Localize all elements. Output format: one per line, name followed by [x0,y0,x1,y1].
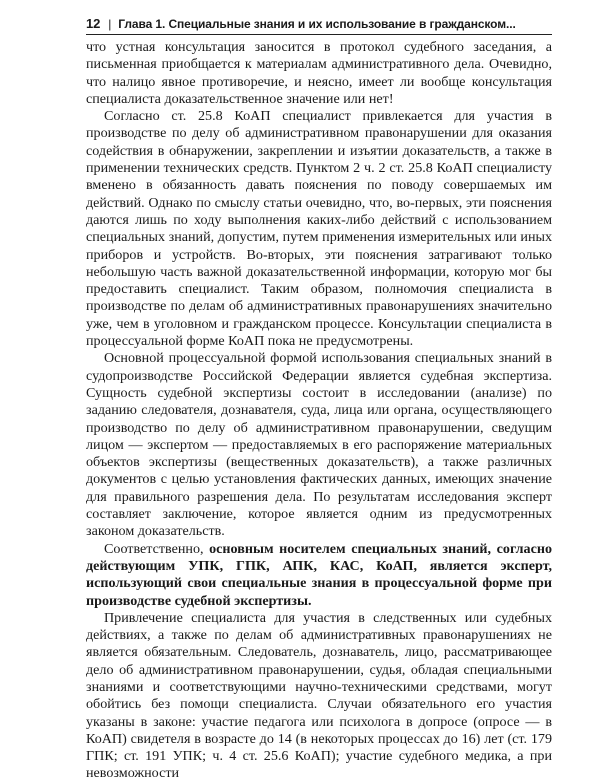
chapter-title: Глава 1. Специальные знания и их использование в гражданском... [118,17,516,31]
paragraph-4-bold: основным носителем специальных знаний, согласно действующим УПК, ГПК, АПК, КАС, КоАП, является эксперт, использующий свои специальные знания в процессуальной форме при производстве судебной экспертизы. [86,540,553,609]
running-header [86,16,552,35]
page-number: 12 [86,16,101,31]
page-body [86,39,552,783]
paragraph-4-lead: Соответственно, [104,540,210,557]
paragraph-4 [86,541,552,610]
paragraph-1: что устная консультация заносится в протокол судебного заседания, а письменная приобщается к материалам административного дела. Очевидно, что налицо явное противоречие, и неясно, имеет ли вообще консультация специалиста доказательственное значение или нет! [86,39,552,107]
paragraph-2: Согласно ст. 25.8 КоАП специалист привлекается для участия в производстве по делу об административном правонарушении для оказания содействия в обнаружении, закреплении и изъятии доказательств, а также в применении технических средств. Пунктом 2 ч. 2 ст. 25.8 КоАП специалисту вменено в обязанность давать пояснения по поводу совершаемых им действий. Однако по смыслу статьи очевидно, что, во-первых, эти пояснения даются лишь по ходу выполнения каких-либо действий с использованием специальных знаний, допустим, путем применения измерительных или иных приборов и устройств. Во-вторых, эти пояснения затрагивают только небольшую часть важной доказательственной информации, которую мог бы предоставить специалист. Таким образом, полномочия специалиста в производстве по делам об административных правонарушениях значительно уже, чем в уголовном и гражданском процессе. Консультации специалиста в процессуальной форме КоАП пока не предусмотрены. [86,108,552,350]
paragraph-5: Привлечение специалиста для участия в следственных или судебных действиях, а также по делам об административных правонарушениях не является обязательным. Следователь, дознаватель, лицо, рассматривающее дело об административном правонарушении, судья, обладая специальными знаниями и соответствующими научно-техническими средствами, могут обойтись без помощи специалиста. Случаи обязательного его участия указаны в законе: участие педагога или психолога в допросе (опросе — в КоАП) свидетеля в возрасте до 14 (в некоторых процессах до 16) лет (ст. 179 ГПК; ст. 191 УПК; ч. 4 ст. 25.6 КоАП); участие судебного медика, а при невозможности [86,609,552,782]
header-separator: | [108,17,112,31]
paragraph-3: Основной процессуальной формой использования специальных знаний в судопроизводстве Российской Федерации является судебная экспертиза. Сущность судебной экспертизы состоит в исследовании (анализе) по заданию следователя, дознавателя, суда, лица или органа, осуществляющего производство по делу об административном правонарушении, сведущим лицом — экспертом — предоставляемых в его распоряжение материальных объектов экспертизы (вещественных доказательств), а также различных документов с целью установления фактических данных, имеющих значение для правильного разрешения дела. По результатам исследования эксперт составляет заключение, которое является одним из предусмотренных законом доказательств. [86,350,552,540]
